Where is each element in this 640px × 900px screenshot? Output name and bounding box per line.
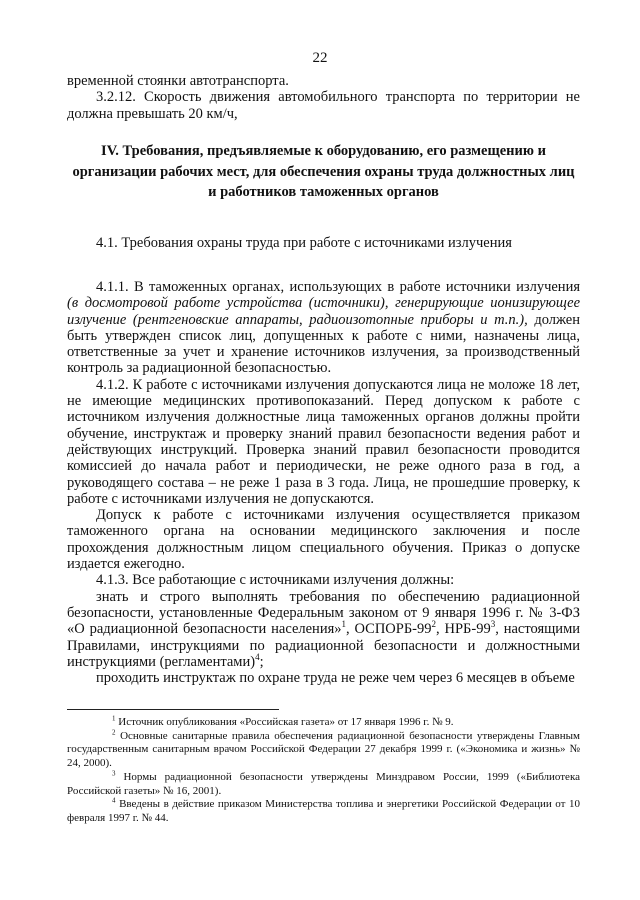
subsection-4-1 — [67, 235, 580, 251]
footnote-3 — [67, 771, 580, 798]
footnote-divider — [67, 709, 279, 710]
section-heading: IV. Требования, предъявляемые к оборудованию, его размещению и организации рабочих мест, для обеспечения охраны труда должностных лиц и работников таможенных органов — [72, 143, 575, 200]
footnote-ref-4: 4 — [255, 652, 260, 662]
top-text — [67, 73, 580, 122]
page-number: 22 — [312, 50, 328, 66]
continued-line: временной стоянки автотранспорта. — [67, 73, 289, 89]
clause-4-1-1 — [67, 279, 580, 377]
clause-4-1-1-start: 4.1.1. В таможенных органах, использующих в работе источники излучения — [96, 279, 580, 295]
know-requirements-paragraph — [67, 589, 580, 670]
know-part-4: , настоящими Правилами, инструкциями по радиационной безопасности и должностными инструкциями (регламентами) — [67, 621, 581, 670]
know-part-5: ; — [259, 653, 264, 670]
footnote-text: Источник опубликования «Российская газета» от 17 января 1996 г. № 9. — [118, 716, 454, 728]
clauses-block — [67, 279, 580, 686]
footnote-mark: 4 — [112, 796, 116, 805]
footnote-text: Основные санитарные правила обеспечения радиационной безопасности утверждены Главным государственным санитарным врачом Российской Федерации 27 декабря 1999 г. («Экономика и жизнь» № 24, 2000). — [67, 729, 580, 770]
admission-paragraph: Допуск к работе с источниками излучения осуществляется приказом таможенного органа на основании медицинского заключения и после прохождения должностным лицом специального обучения. Приказ о допуске издается ежегодно. — [67, 507, 580, 573]
subsection-4-1-title: 4.1. Требования охраны труда при работе с источниками излучения — [96, 235, 512, 251]
know-part-2: , ОСПОРБ-99 — [346, 621, 432, 638]
clause-4-1-3: 4.1.3. Все работающие с источниками излучения должны: — [96, 572, 455, 589]
know-part-3: , НРБ-99 — [436, 621, 491, 638]
footnote-text: Введены в действие приказом Министерства топлива и энергетики Российской Федерации от 10 февраля 1997 г. № 44. — [67, 798, 581, 824]
footnote-mark: 1 — [112, 714, 116, 723]
footnote-text: Нормы радиационной безопасности утверждены Минздравом России, 1999 («Библиотека Российской газеты» № 16, 2001). — [67, 770, 580, 797]
footnote-1 — [67, 716, 580, 730]
footnote-ref-2: 2 — [431, 619, 437, 630]
clause-4-1-1-end: должен быть утвержден список лиц, допущенных к работе с ними, назначены лица, ответственные за учет и хранение источников излучения, за производственный контроль за радиационной безопасностью. — [67, 311, 581, 377]
footnotes — [67, 716, 580, 826]
footnote-4 — [67, 798, 580, 825]
clause-3-2-12: 3.2.12. Скорость движения автомобильного транспорта по территории не должна превышать 20 км/ч, — [67, 89, 580, 122]
footnote-2 — [67, 730, 580, 771]
clause-4-1-2: 4.1.2. К работе с источниками излучения допускаются лица не моложе 18 лет, не имеющие медицинских противопоказаний. Перед допуском к работе с источником излучения должностные лица таможенных органов должны пройти обучение, инструктаж и проверку знаний правил безопасности ведения работ и действующих инструкций. Проверка знаний правил безопасности проводится комиссией до начала работ и периодически, не реже одного раза в год, а руководящего состава – не реже 1 раза в 3 года. Лица, не прошедшие проверку, к работе с источниками излучения не допускаются. — [67, 376, 580, 507]
clause-4-1-1-italic: (в досмотровой работе устройства (источники), генерирующие ионизирующее излучение (рентгеновские аппараты, радиоизотопные приборы и т.п.), — [67, 295, 580, 328]
footnote-mark: 2 — [112, 728, 116, 737]
training-paragraph: проходить инструктаж по охране труда не реже чем через 6 месяцев в объеме — [96, 670, 575, 687]
footnote-mark: 3 — [112, 769, 116, 778]
footnote-ref-3: 3 — [490, 619, 496, 630]
know-part-1: знать и строго выполнять требования по обеспечению радиационной безопасности, установленные Федеральным законом от 9 января 1996 г. № 3-ФЗ «О радиационной безопасности населения» — [67, 588, 580, 638]
footnote-ref-1: 1 — [341, 619, 347, 630]
